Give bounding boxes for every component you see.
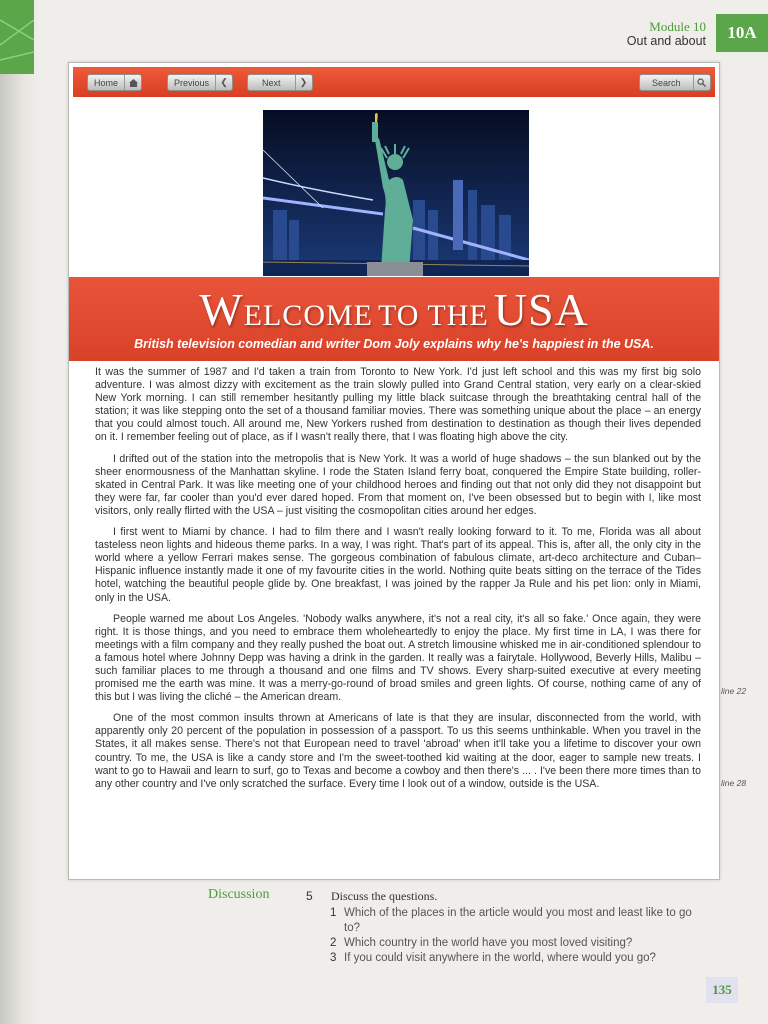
article-paragraph: I first went to Miami by chance. I had to film there and I wasn't really looking forward to it. To me, Florida was all about tasteless neon lights and hideous theme parks. In a way, I was right. That's part of its appeal. This is, after all, the only city in the world where a yellow Ferrari makes sense. The gorgeous combination of fabulous climate, art-deco architecture and Cuban–Hispanic influence instantly made it one of my favourite cities in the world. Nothing quite beats sitting on the terrace of the Tides hotel, watching the beautiful people glide by. One breakfast, I was joined by the rapper Ja Rule and his pet lion: only in Miami, only in the USA.: [95, 526, 701, 604]
search-label: Search: [652, 77, 681, 88]
book-spine: [0, 0, 38, 1024]
discussion-heading: Discussion: [208, 887, 270, 902]
question-text: Which country in the world have you most loved visiting?: [344, 937, 633, 949]
question-text: If you could visit anywhere in the world, where would you go?: [344, 952, 656, 964]
title-usa: USA: [493, 284, 589, 335]
question-item: [330, 906, 710, 936]
chevron-right-icon: ❯: [295, 75, 312, 90]
next-button[interactable]: [247, 74, 313, 91]
search-icon: [693, 75, 710, 90]
web-page-frame: [68, 62, 720, 880]
article-title-banner: [69, 277, 719, 361]
article-body: [95, 366, 701, 799]
spine-tab: [0, 0, 34, 74]
question-item: [330, 951, 710, 966]
previous-label: Previous: [174, 77, 210, 88]
unit-tab: 10A: [716, 14, 768, 52]
question-text: Which of the places in the article would you most and least like to go to?: [344, 907, 692, 934]
title-welcome: ELCOME: [243, 299, 373, 332]
exercise-number: 5: [306, 889, 313, 903]
chevron-left-icon: ❮: [215, 75, 232, 90]
previous-button[interactable]: [167, 74, 233, 91]
nav-bar: [73, 67, 715, 97]
module-header: [627, 19, 706, 49]
line-note: line 28: [721, 778, 747, 788]
article-paragraph: One of the most common insults thrown at Americans of late is that they are insular, disconnected from the world, with apparently only 20 percent of the population in possession of a passport. To us this seems unthinkable. When you travel in the States, it all makes sense. There's not that European need to travel 'abroad' when it'll take you a lifetime to discover your own country. To me, the USA is like a candy store and I'm the sweet-toothed kid waiting at the door, eager to sample new treats. I want to go to Hawaii and learn to surf, go to Texas and become a cowboy and then there's ... . I've been there more times than to any other country and I've only scratched the surface. Every time I look out of a window, outside is the USA.: [95, 712, 701, 790]
title-to-the: TO THE: [377, 299, 489, 332]
article-subtitle: British television comedian and writer Dom Joly explains why he's happiest in the USA.: [134, 337, 654, 351]
article-paragraph: It was the summer of 1987 and I'd taken a train from Toronto to New York. I'd just left school and this was my first big solo adventure. I was almost dizzy with excitement as the train slowly pulled into Grand Central station, very early on a clear-skied New York morning. I can still remember hesitantly pulling my little black suitcase through the breathtaking central hall of the station; it was like stepping onto the set of a thousand familiar movies. There was something unique about the place – an energy that you could almost touch. All around me, New Yorkers rushed from destination to destination as though their lives depended on it. I remember feeling out of place, as if I wasn't really there, that I was floating high above the city.: [95, 366, 701, 444]
article-paragraph: People warned me about Los Angeles. 'Nobody walks anywhere, it's not a real city, it's all so fake.' Once again, they were right. It is those things, and you need to embrace them wholeheartedly to enjoy the place. My first time in LA, I was there for meetings with a film company and they really pushed the boat out. A stretch limousine whisked me in air-conditioned splendour to a famous hotel where Johnny Depp was having a drink in the garden. It really was a fairytale. Hollywood, Beverly Hills, Malibu – such familiar places to me through a thousand and one films and TV shows. Every sharp-suited executive at every meeting promised me the earth was mine. It was a merry-go-round of broad smiles and green lights. Of course, nothing came of any of this but I was living the cliché – the American dream.: [95, 612, 701, 704]
home-icon: [124, 75, 141, 90]
line-note: line 22: [721, 686, 747, 696]
page-number: 135: [706, 977, 738, 1003]
module-subtitle: Out and about: [626, 34, 706, 48]
next-label: Next: [262, 77, 281, 88]
question-number: 3: [330, 952, 337, 964]
exercise-instruction: Discuss the questions.: [331, 889, 438, 903]
module-number: Module 10: [649, 19, 706, 34]
article-title: [69, 283, 719, 336]
question-number: 1: [330, 907, 337, 919]
title-initial: W: [199, 284, 244, 335]
search-button[interactable]: [639, 74, 711, 91]
home-label: Home: [94, 77, 119, 88]
statue-of-liberty-photo: [263, 110, 529, 276]
question-number: 2: [330, 937, 337, 949]
question-item: [330, 936, 710, 951]
question-list: [330, 906, 710, 966]
home-button[interactable]: [87, 74, 142, 91]
article-paragraph: I drifted out of the station into the metropolis that is New York. It was a world of huge shadows – the sun blanked out by the sheer enormousness of the Manhattan skyline. I rode the Staten Island ferry boat, conquered the Empire State building, roller-skated in Central Park. It was like meeting one of your childhood heroes and finding out that not only did they not disappoint but they were far, far cooler than you'd ever dared hoped. From that moment on, I've been obsessed but to begin with I, like most visitors, only really flirted with the USA – just visiting the cosmopolitan cities around her edges.: [95, 452, 701, 517]
